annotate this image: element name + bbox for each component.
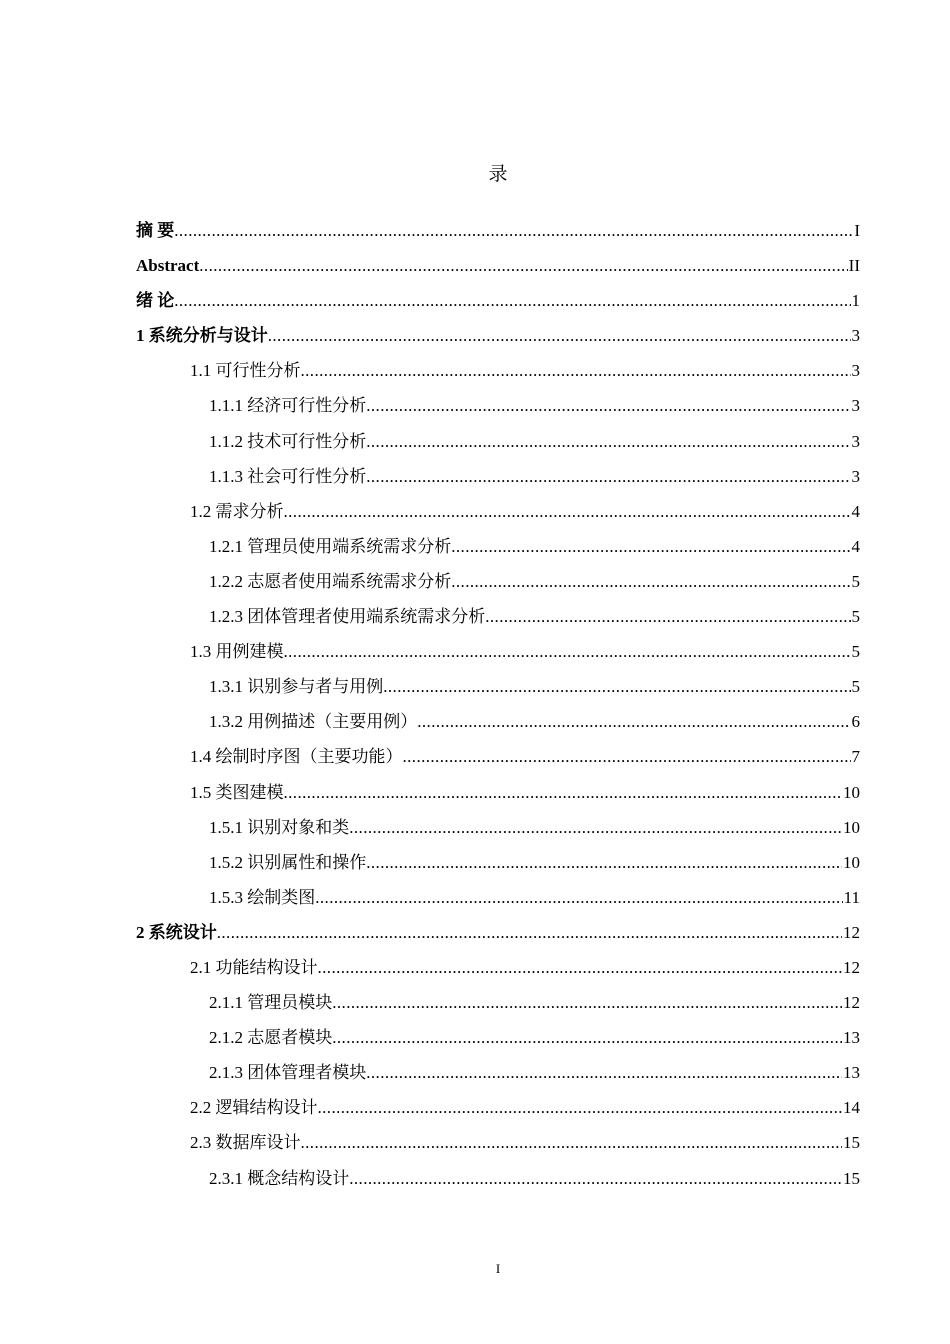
toc-entry-label: 2.3.1 概念结构设计 <box>209 1168 350 1188</box>
toc-entry[interactable] <box>136 570 860 605</box>
toc-entry-label: 1.2.1 管理员使用端系统需求分析 <box>209 536 452 556</box>
toc-dot-leader <box>451 535 850 559</box>
toc-entry-page: 3 <box>851 326 860 346</box>
toc-dot-leader <box>217 921 842 945</box>
toc-entry-page: 5 <box>851 677 860 697</box>
toc-entry-page: 12 <box>843 993 860 1013</box>
toc-dot-leader <box>332 991 842 1015</box>
toc-dot-leader <box>366 465 850 489</box>
toc-dot-leader <box>417 710 850 734</box>
toc-entry[interactable] <box>136 219 860 254</box>
toc-dot-leader <box>284 781 843 805</box>
toc-dot-leader <box>284 500 851 524</box>
toc-entry[interactable] <box>136 1167 860 1202</box>
toc-entry-page: 10 <box>843 852 860 872</box>
toc-dot-leader <box>174 289 850 313</box>
toc-entry-label: 2.1 功能结构设计 <box>190 957 318 977</box>
toc-entry-page: 4 <box>851 501 860 521</box>
toc-entry-page: 5 <box>851 642 860 662</box>
toc-entry-page: II <box>848 256 860 276</box>
toc-entry[interactable] <box>136 324 860 359</box>
toc-dot-leader <box>318 956 843 980</box>
toc-entry[interactable] <box>136 675 860 710</box>
toc-entry[interactable] <box>136 781 860 816</box>
toc-entry[interactable] <box>136 535 860 570</box>
toc-entry-page: 15 <box>843 1133 860 1153</box>
toc-dot-leader <box>451 570 850 594</box>
toc-entry[interactable] <box>136 991 860 1026</box>
toc-entry-page: 3 <box>851 396 860 416</box>
toc-entry-label: 1.4 绘制时序图（主要功能） <box>190 747 403 767</box>
toc-entry[interactable] <box>136 359 860 394</box>
toc-entry[interactable] <box>136 851 860 886</box>
toc-dot-leader <box>366 851 842 875</box>
toc-entry-page: 13 <box>843 1063 860 1083</box>
table-of-contents <box>136 219 860 1202</box>
toc-entry[interactable] <box>136 886 860 921</box>
toc-entry[interactable] <box>136 500 860 535</box>
toc-entry-label: 1.2 需求分析 <box>190 501 284 521</box>
toc-entry-label: 2.2 逻辑结构设计 <box>190 1098 318 1118</box>
toc-entry-label: 2.3 数据库设计 <box>190 1133 301 1153</box>
toc-entry-label: 绪 论 <box>136 291 175 311</box>
toc-entry-page: 12 <box>843 922 860 942</box>
toc-entry[interactable] <box>136 430 860 465</box>
toc-dot-leader <box>366 1061 842 1085</box>
toc-entry-label: 1.1.3 社会可行性分析 <box>209 466 367 486</box>
toc-entry-label: 1.3 用例建模 <box>190 642 284 662</box>
toc-entry-page: 3 <box>851 361 860 381</box>
toc-entry[interactable] <box>136 1096 860 1131</box>
toc-entry-label: 1.5.1 识别对象和类 <box>209 817 350 837</box>
toc-entry-page: 7 <box>851 747 860 767</box>
toc-entry[interactable] <box>136 605 860 640</box>
toc-dot-leader <box>284 640 851 664</box>
toc-entry-page: 12 <box>843 957 860 977</box>
toc-entry[interactable] <box>136 745 860 780</box>
toc-dot-leader <box>349 816 842 840</box>
toc-dot-leader <box>301 359 851 383</box>
toc-entry-page: 1 <box>851 291 860 311</box>
toc-entry-label: Abstract <box>136 256 200 276</box>
toc-entry-label: 1.2.3 团体管理者使用端系统需求分析 <box>209 607 486 627</box>
toc-entry-page: 4 <box>851 536 860 556</box>
toc-entry[interactable] <box>136 254 860 289</box>
toc-entry-page: 14 <box>843 1098 860 1118</box>
toc-entry[interactable] <box>136 394 860 429</box>
page-title: 录 <box>488 164 508 185</box>
toc-dot-leader <box>383 675 850 699</box>
toc-entry-page: 10 <box>843 817 860 837</box>
toc-dot-leader <box>485 605 850 629</box>
toc-dot-leader <box>366 430 850 454</box>
toc-entry[interactable] <box>136 956 860 991</box>
toc-entry[interactable] <box>136 289 860 324</box>
toc-entry-label: 1.1.1 经济可行性分析 <box>209 396 367 416</box>
toc-dot-leader <box>315 886 842 910</box>
toc-entry[interactable] <box>136 1061 860 1096</box>
toc-entry[interactable] <box>136 816 860 851</box>
toc-entry-label: 1.5 类图建模 <box>190 782 284 802</box>
toc-entry-label: 1.1.2 技术可行性分析 <box>209 431 367 451</box>
toc-entry-page: 15 <box>843 1168 860 1188</box>
toc-dot-leader <box>349 1167 842 1191</box>
page-number: I <box>495 1261 501 1276</box>
toc-entry[interactable] <box>136 640 860 675</box>
toc-entry-label: 2.1.2 志愿者模块 <box>209 1028 333 1048</box>
toc-entry-page: 11 <box>843 887 860 907</box>
toc-entry-label: 2 系统设计 <box>136 922 217 942</box>
toc-dot-leader <box>301 1131 843 1155</box>
toc-entry-page: 3 <box>851 466 860 486</box>
toc-entry-page: 3 <box>851 431 860 451</box>
toc-entry-label: 1.2.2 志愿者使用端系统需求分析 <box>209 571 452 591</box>
toc-entry-label: 1.5.2 识别属性和操作 <box>209 852 367 872</box>
toc-entry-page: 13 <box>843 1028 860 1048</box>
toc-entry-page: 5 <box>851 607 860 627</box>
toc-dot-leader <box>403 745 851 769</box>
toc-entry[interactable] <box>136 465 860 500</box>
toc-entry-page: I <box>854 221 860 240</box>
toc-entry[interactable] <box>136 1131 860 1166</box>
toc-entry[interactable] <box>136 921 860 956</box>
toc-entry-page: 10 <box>843 782 860 802</box>
toc-entry-page: 5 <box>851 571 860 591</box>
toc-entry-label: 1.1 可行性分析 <box>190 361 301 381</box>
toc-entry-label: 2.1.1 管理员模块 <box>209 993 333 1013</box>
toc-entry-page: 6 <box>851 712 860 732</box>
toc-entry-label: 摘 要 <box>136 221 175 240</box>
toc-dot-leader <box>332 1026 842 1050</box>
toc-entry-label: 1 系统分析与设计 <box>136 326 268 346</box>
toc-dot-leader <box>366 394 850 418</box>
toc-dot-leader <box>318 1096 843 1120</box>
toc-entry[interactable] <box>136 1026 860 1061</box>
toc-dot-leader <box>174 219 853 243</box>
toc-entry-label: 2.1.3 团体管理者模块 <box>209 1063 367 1083</box>
toc-entry[interactable] <box>136 710 860 745</box>
toc-dot-leader <box>268 324 851 348</box>
toc-entry-label: 1.3.1 识别参与者与用例 <box>209 677 384 697</box>
toc-entry-label: 1.3.2 用例描述（主要用例） <box>209 712 418 732</box>
toc-dot-leader <box>199 254 847 278</box>
toc-entry-label: 1.5.3 绘制类图 <box>209 887 316 907</box>
